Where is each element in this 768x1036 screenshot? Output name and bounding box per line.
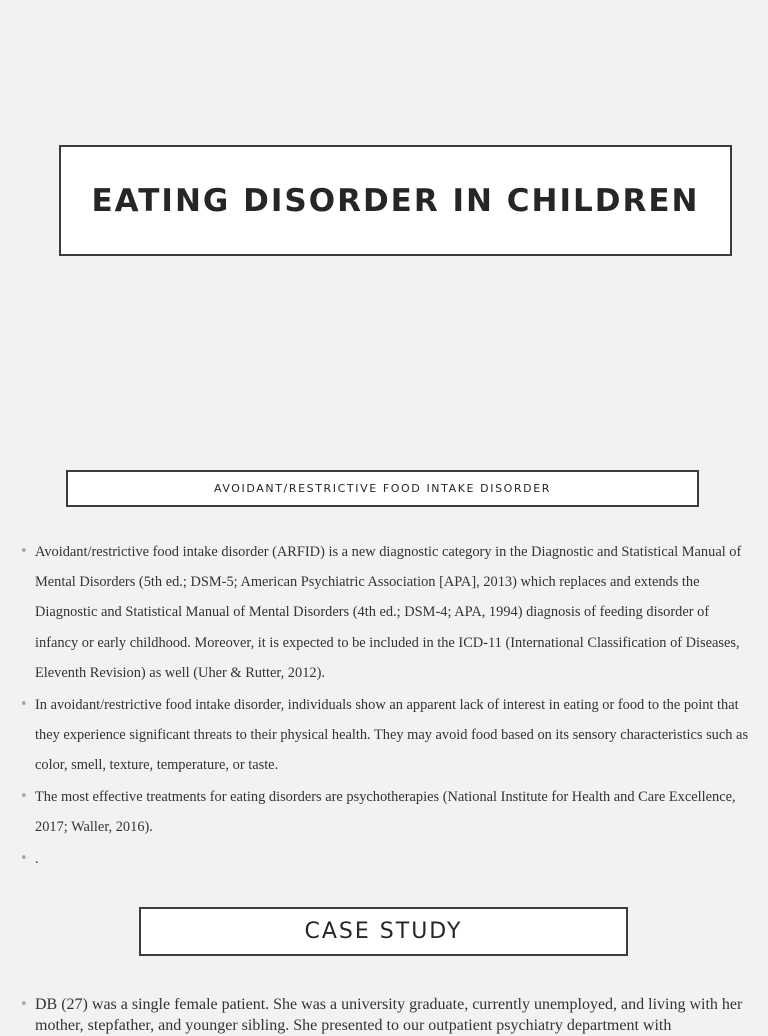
case-study-heading: CASE STUDY (304, 919, 463, 944)
bullet-text: Avoidant/restrictive food intake disorder (ARFID) is a new diagnostic category in the Diagnostic and Statistical Manual of Mental Disorders (5th ed.; DSM-5; American Psychiatric Association [APA], 2013) which replaces and extends the Diagnostic and Statistical Manual of Mental Disorders (4th ed.; DSM-4; APA, 1994) diagnosis of feeding disorder of infancy or early childhood. Moreover, it is expected to be included in the ICD-11 (International Classification of Diseases, Eleventh Revision) as well (Uher & Rutter, 2012). (35, 544, 742, 681)
title-box (59, 145, 732, 256)
list-item (20, 994, 755, 1036)
section-heading-box (66, 470, 699, 507)
bullet-dot-icon: • (20, 696, 28, 712)
bullet-text: . (35, 850, 39, 867)
bullet-text: The most effective treatments for eating disorders are psychotherapies (National Institute for Health and Care Excellence, 2017; Waller, 2016). (35, 788, 736, 835)
case-study-heading-box (139, 907, 628, 956)
bullet-dot-icon: • (20, 788, 28, 804)
bullet-text: In avoidant/restrictive food intake disorder, individuals show an apparent lack of interest in eating or food to the point that they experience significant threats to their physical health. They may avoid food based on its sensory characteristics such as color, smell, texture, temperature, or taste. (35, 696, 749, 773)
section-heading: AVOIDANT/RESTRICTIVE FOOD INTAKE DISORDER (213, 482, 552, 495)
bullet-dot-icon: • (20, 544, 28, 559)
list-item (20, 537, 755, 688)
bullet-dot-icon: • (20, 850, 28, 866)
bullet-list (20, 537, 755, 875)
list-item (20, 690, 755, 781)
bullet-text: DB (27) was a single female patient. She was a university graduate, currently unemployed, and living with her mother, stepfather, and younger sibling. She presented to our outpatient psychiatry department with (35, 996, 743, 1034)
page-title: EATING DISORDER IN CHILDREN (91, 182, 700, 219)
list-item (20, 782, 755, 842)
case-bullet-list (20, 994, 755, 1036)
bullet-dot-icon: • (20, 997, 28, 1012)
list-item (20, 844, 755, 874)
